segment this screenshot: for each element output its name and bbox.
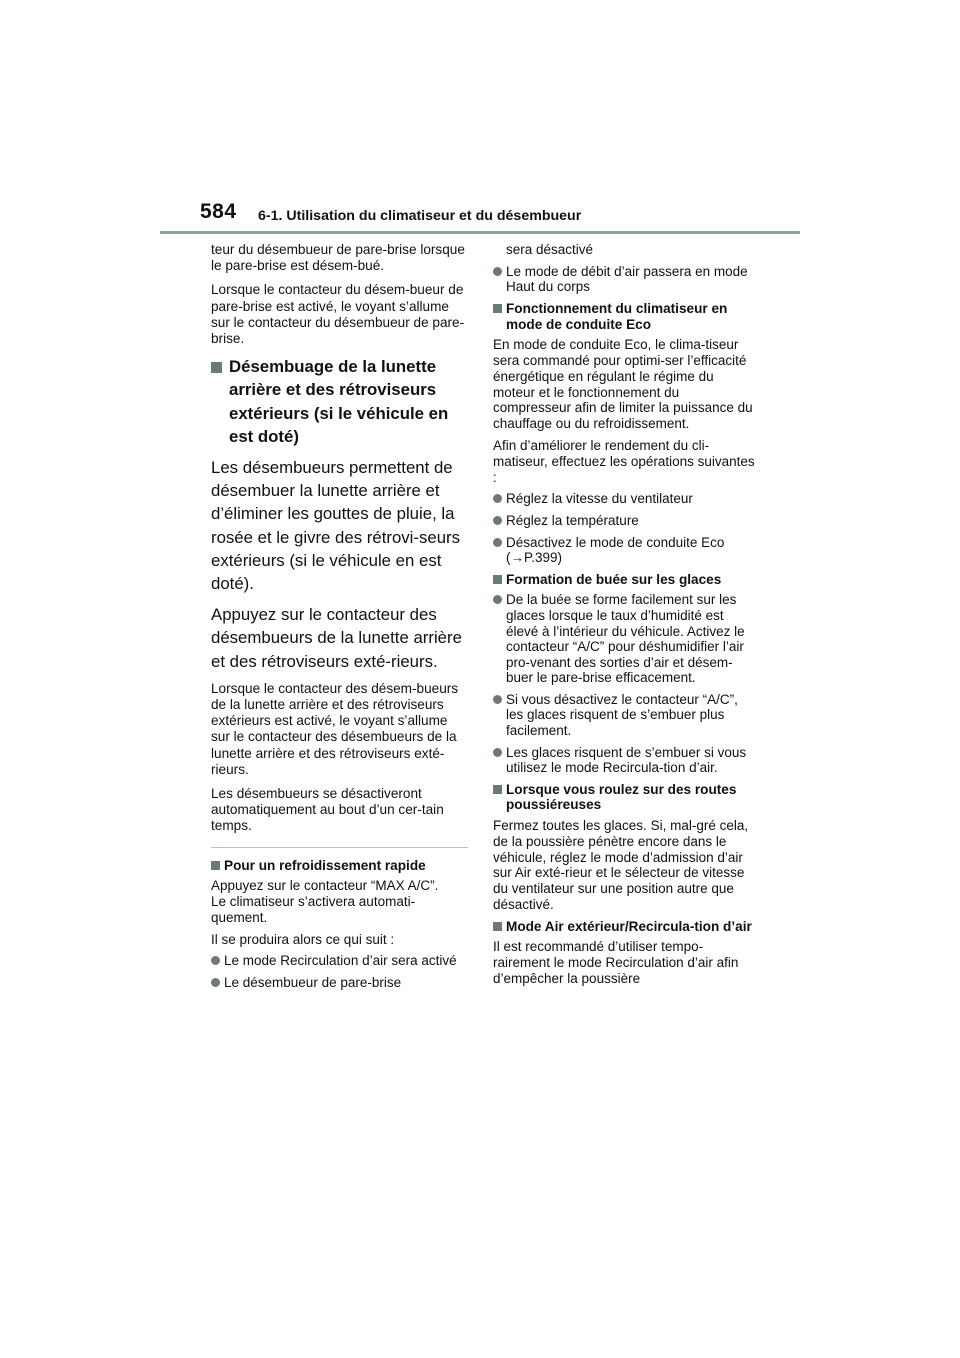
subsection-heading [493,301,758,332]
right-column [493,242,758,993]
round-bullet-icon [493,595,502,604]
round-bullet-icon [493,538,502,547]
square-bullet-icon [211,362,222,373]
left-column [211,242,468,997]
paragraph: Lorsque le contacteur du désem-bueur de pare-brise est activé, le voyant s’allume sur le contacteur du désembueur de pare-brise. [211,282,465,347]
subsection-heading-text: Mode Air extérieur/Recircula-tion d’air [506,918,752,934]
round-bullet-icon [493,516,502,525]
bullet-text: Réglez la température [506,512,639,528]
subsection-heading-text: Lorsque vous roulez sur des routes poussiéreuses [506,781,737,813]
paragraph: Afin d’améliorer le rendement du cli-matiseur, effectuez les opérations suivantes : [493,437,755,485]
square-bullet-icon [493,922,502,931]
bullet-text: Le mode Recirculation d’air sera activé [224,953,457,969]
bullet-text: Les glaces risquent de s’embuer si vous utilisez le mode Recircula-tion d’air. [506,744,747,776]
round-bullet-icon [211,956,220,965]
bullet-item [493,692,758,739]
square-bullet-icon [493,304,502,313]
paragraph: Les désembueurs permettent de désembuer la lunette arrière et d’éliminer les gouttes de pluie, la rosée et le givre des rétrovi-seurs extérieurs (si le véhicule en est doté). [211,458,461,594]
round-bullet-icon [493,267,502,276]
subsection-heading [493,919,758,935]
bullet-item [493,491,758,507]
paragraph: Appuyez sur le contacteur des désembueurs de la lunette arrière et des rétroviseurs exté-rieurs. [211,605,462,671]
round-bullet-icon [211,978,220,987]
subsection-heading [493,782,758,813]
bullet-text: Le mode de débit d’air passera en mode Haut du corps [506,263,748,295]
bullet-text: Réglez la vitesse du ventilateur [506,491,693,507]
paragraph: En mode de conduite Eco, le clima-tiseur sera commandé pour optimi-ser l’efficacité énergétique en régulant le régime du moteur et le fonctionnement du compresseur afin de limiter la puissance du chauffage ou du refroidissement. [493,337,753,432]
round-bullet-icon [493,695,502,704]
header-rule [160,231,800,234]
bullet-item [493,535,758,566]
paragraph: Il se produira alors ce qui suit : [211,931,395,947]
page-number: 584 [200,200,237,223]
paragraph: Fermez toutes les glaces. Si, mal-gré cela, de la poussière pénètre encore dans le véhicule, réglez le mode d’admission d’air sur Air exté-rieur et le sélecteur de vitesse du ventilateur sur une position autre que désactivé. [493,818,749,913]
chapter-title: 6-1. Utilisation du climatiseur et du désembueur [258,208,582,224]
section-heading [211,355,468,448]
subsection-heading-text: Fonctionnement du climatiseur en mode de conduite Eco [506,300,728,332]
paragraph: Il est recommandé d’utiliser tempo-rairement le mode Recirculation d’air afin d’empêcher la poussière [493,939,739,986]
bullet-continuation: sera désactivé [506,242,594,257]
subsection-heading [493,572,758,588]
paragraph: Appuyez sur le contacteur “MAX A/C”. [211,878,439,894]
paragraph: Le climatiseur s’activera automati-quement. [211,894,416,925]
bullet-item [493,513,758,529]
bullet-text: Le désembueur de pare-brise [224,975,402,991]
subsection-heading-text: Formation de buée sur les glaces [506,571,722,587]
bullet-item [493,745,758,776]
paragraph: teur du désembueur de pare-brise lorsque le pare-brise est désem-bué. [211,242,465,274]
bullet-text: Si vous désactivez le contacteur “A/C”, les glaces risquent de s’embuer plus facilement. [506,691,738,739]
square-bullet-icon [493,575,502,584]
paragraph: Les désembueurs se désactiveront automatiquement au bout d’un cer-tain temps. [211,786,444,834]
subsection-heading-text: Pour un refroidissement rapide [224,857,426,873]
bullet-item [493,592,758,686]
bullet-item [493,264,758,295]
section-heading-text: Désembuage de la lunette arrière et des rétroviseurs extérieurs (si le véhicule en est doté) [229,357,449,446]
section-divider [211,847,468,848]
round-bullet-icon [493,748,502,757]
subsection-heading [211,858,468,874]
square-bullet-icon [493,785,502,794]
square-bullet-icon [211,861,220,870]
bullet-text: De la buée se forme facilement sur les glaces lorsque le taux d’humidité est élevé à l’intérieur du véhicule. Activez le contacteur “A/C” pour déshumidifier l’air pro-venant des sorties d’air et désem-buer le pare-brise efficacement. [506,592,745,686]
bullet-item [211,953,468,969]
bullet-text: Désactivez le mode de conduite Eco (→P.399) [506,534,725,566]
round-bullet-icon [493,494,502,503]
bullet-item [211,975,468,991]
paragraph: Lorsque le contacteur des désem-bueurs de la lunette arrière et des rétroviseurs extérieurs est activé, le voyant s’allume sur le contacteur des désembueurs de la lunette arrière et des rétroviseurs exté-rieurs. [211,680,459,777]
